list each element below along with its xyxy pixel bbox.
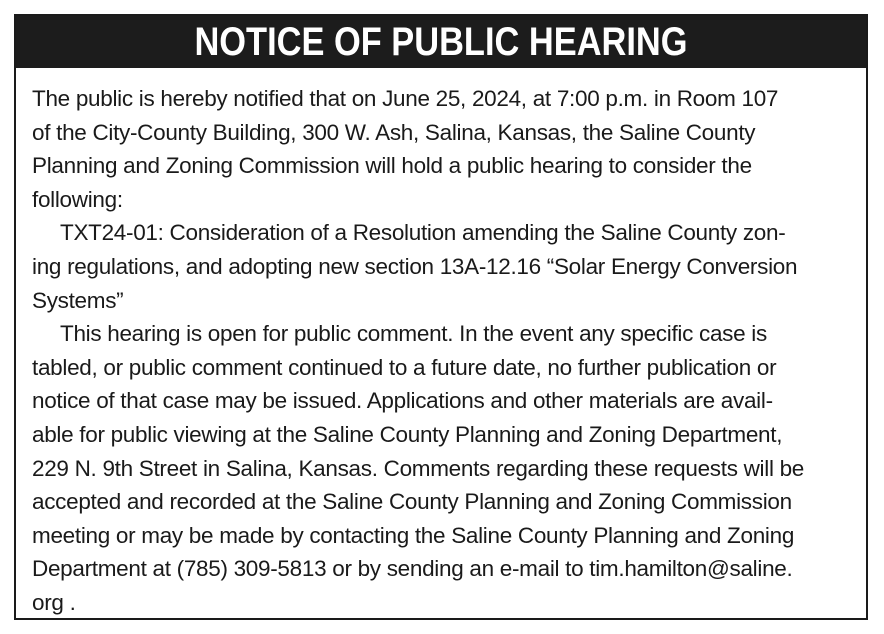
- notice-line: of the City-County Building, 300 W. Ash, Salina, Kansas, the Saline County: [32, 119, 756, 145]
- notice-paragraph-intro: [32, 82, 850, 216]
- notice-line: tabled, or public comment continued to a future date, no further publication or: [32, 354, 777, 380]
- notice-line: TXT24-01: Consideration of a Resolution amending the Saline County zon-: [60, 220, 786, 246]
- notice-title: NOTICE OF PUBLIC HEARING: [76, 16, 807, 68]
- notice-body: [16, 68, 866, 620]
- notice-line: meeting or may be made by contacting the Saline County Planning and Zoning: [32, 522, 795, 548]
- notice-line: notice of that case may be issued. Applications and other materials are avail-: [32, 388, 773, 414]
- notice-line: accepted and recorded at the Saline County Planning and Zoning Commission: [32, 489, 792, 515]
- notice-line: This hearing is open for public comment. In the event any specific case is: [60, 321, 767, 347]
- notice-paragraph-comment: [32, 317, 850, 619]
- notice-banner: [16, 16, 866, 68]
- notice-line: The public is hereby notified that on June 25, 2024, at 7:00 p.m. in Room 107: [32, 86, 779, 111]
- public-notice: [14, 14, 868, 620]
- notice-line: Systems”: [32, 287, 124, 313]
- notice-line: org .: [32, 589, 76, 615]
- notice-line: Planning and Zoning Commission will hold a public hearing to consider the: [32, 153, 752, 179]
- notice-line: ing regulations, and adopting new section 13A-12.16 “Solar Energy Conversion: [32, 253, 798, 279]
- notice-line: 229 N. 9th Street in Salina, Kansas. Comments regarding these requests will be: [32, 455, 805, 481]
- notice-line: following:: [32, 186, 123, 212]
- notice-line: able for public viewing at the Saline County Planning and Zoning Department,: [32, 421, 783, 447]
- notice-paragraph-case: [32, 216, 850, 317]
- notice-line: Department at (785) 309-5813 or by sending an e-mail to tim.hamilton@saline.: [32, 556, 793, 582]
